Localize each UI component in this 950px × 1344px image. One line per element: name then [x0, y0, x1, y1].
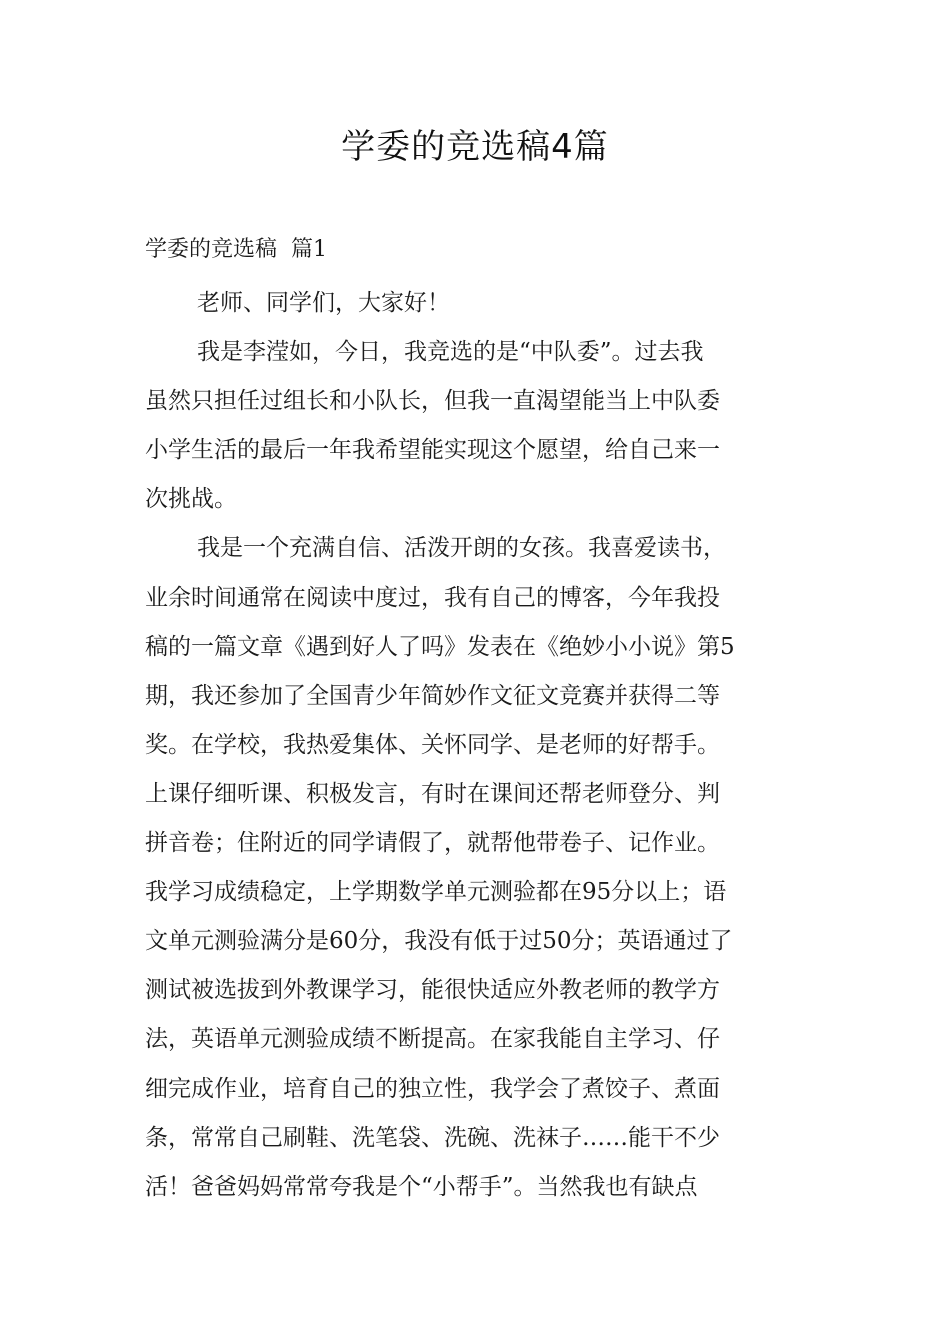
section-heading: 学委的竞选稿 篇1	[145, 237, 327, 262]
text-line: 我学习成绩稳定，上学期数学单元测验都在95分以上；语	[145, 879, 727, 906]
text-line: 我是李滢如，今日，我竞选的是“中队委”。过去我	[197, 339, 704, 366]
text-line: 条，常常自己刷鞋、洗笔袋、洗碗、洗袜子……能干不少	[145, 1124, 720, 1151]
text-line: 稿的一篇文章《遇到好人了吗》发表在《绝妙小小说》第5	[145, 633, 735, 660]
text-line: 虽然只担任过组长和小队长，但我一直渴望能当上中队委	[145, 388, 720, 415]
text-line: 上课仔细听课、积极发言，有时在课间还帮老师登分、判	[145, 780, 720, 807]
text-line: 测试被选拔到外教课学习，能很快适应外教老师的教学方	[145, 977, 720, 1004]
text-line: 小学生活的最后一年我希望能实现这个愿望，给自己来一	[145, 437, 720, 464]
text-line: 我是一个充满自信、活泼开朗的女孩。我喜爱读书，	[197, 535, 726, 562]
document-title: 学委的竞选稿4篇	[341, 127, 609, 167]
text-line: 拼音卷；住附近的同学请假了，就帮他带卷子、记作业。	[145, 830, 720, 857]
text-line: 期，我还参加了全国青少年简妙作文征文竞赛并获得二等	[145, 682, 720, 709]
body-text	[145, 279, 807, 1212]
text-line: 文单元测验满分是60分，我没有低于过50分；英语通过了	[145, 928, 733, 955]
text-line: 业余时间通常在阅读中度过，我有自己的博客，今年我投	[145, 584, 720, 611]
text-line: 老师、同学们，大家好！	[197, 290, 450, 316]
text-line: 法，英语单元测验成绩不断提高。在家我能自主学习、仔	[145, 1026, 720, 1053]
text-line: 次挑战。	[145, 486, 237, 513]
text-line: 活！爸爸妈妈常常夸我是个“小帮手”。当然我也有缺点	[145, 1173, 698, 1200]
text-line: 细完成作业，培育自己的独立性，我学会了煮饺子、煮面	[145, 1075, 720, 1102]
text-line: 奖。在学校，我热爱集体、关怀同学、是老师的好帮手。	[145, 731, 720, 758]
